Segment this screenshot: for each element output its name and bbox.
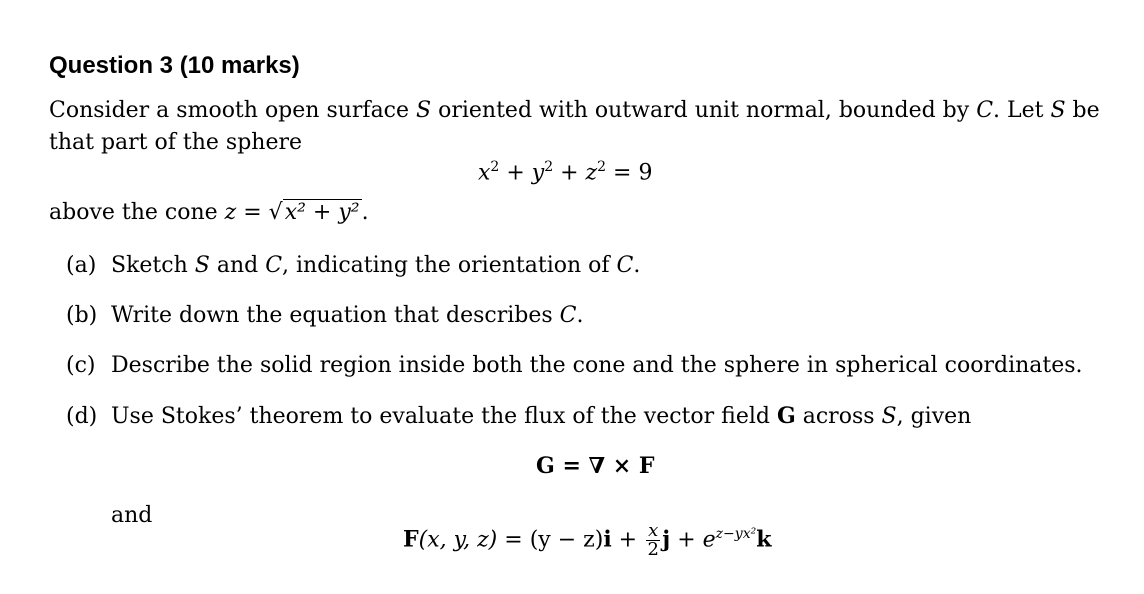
part-text: Sketch	[111, 253, 195, 278]
plus: +	[553, 160, 586, 186]
part-text: .	[576, 303, 584, 328]
surface-symbol: S	[881, 404, 897, 429]
part-text: and	[209, 253, 266, 278]
part-b	[66, 303, 584, 328]
cone-end: .	[361, 200, 369, 225]
eq-z: z	[585, 160, 598, 186]
intro-text-4: be that part of the sphere	[49, 98, 1100, 155]
curve-symbol: C	[616, 253, 634, 278]
part-label: (c)	[66, 353, 96, 378]
surface-symbol: S	[194, 253, 210, 278]
cone-line	[49, 200, 369, 225]
intro-text-3: . Let	[993, 98, 1051, 123]
plus: +	[499, 160, 532, 186]
equals: = 9	[606, 160, 653, 186]
part-label: (b)	[66, 303, 98, 328]
question-intro	[49, 95, 1109, 159]
fraction-numerator: x	[648, 520, 659, 541]
curve-symbol: C	[559, 303, 577, 328]
unit-j: j	[662, 526, 671, 553]
fraction-denominator: 2	[647, 539, 659, 560]
eq-x: x	[478, 160, 491, 186]
unit-k: k	[756, 526, 772, 553]
part-a	[66, 253, 640, 278]
cone-eq: = √	[236, 200, 283, 225]
F-symbol: F	[403, 526, 419, 553]
unit-i: i	[603, 526, 612, 553]
part-label: (d)	[66, 404, 98, 429]
vector-field-symbol: G	[776, 403, 796, 429]
F-args: (x, y, z)	[418, 527, 498, 553]
part-text: across	[795, 404, 882, 429]
surface-symbol-2: S	[1050, 98, 1066, 123]
part-text: .	[633, 253, 641, 278]
part-label: (a)	[66, 253, 97, 278]
and-text: and	[111, 503, 153, 528]
fraction	[646, 522, 660, 559]
F-term-1: = (y − z)	[497, 527, 604, 553]
exp: 2	[597, 159, 607, 175]
plus: +	[611, 527, 645, 553]
exp: 2	[544, 159, 554, 175]
intro-text-2: oriented with outward unit normal, bounded by	[431, 98, 977, 123]
part-c	[66, 353, 1083, 378]
eq-y: y	[531, 160, 545, 186]
cone-lhs: z	[224, 200, 237, 225]
exp-base: + e	[670, 527, 716, 553]
part-text: , indicating the orientation of	[282, 253, 617, 278]
exponent: z−yx²	[715, 526, 757, 543]
part-text: , given	[896, 404, 972, 429]
surface-symbol: S	[416, 98, 432, 123]
curve-symbol: C	[976, 98, 994, 123]
sphere-equation	[478, 159, 652, 185]
part-text: Use Stokes’ theorem to evaluate the flux of the vector field	[111, 404, 777, 429]
question-heading: Question 3 (10 marks)	[49, 52, 300, 79]
vector-field-equation	[403, 522, 771, 559]
exp: 2	[490, 159, 500, 175]
intro-text-1: Consider a smooth open surface	[49, 98, 417, 123]
part-text: Describe the solid region inside both the cone and the sphere in spherical coordinates.	[111, 353, 1083, 378]
cone-radicand: x² + y²	[284, 200, 360, 225]
part-text: Write down the equation that describes	[111, 303, 560, 328]
above-text: above the cone	[49, 200, 225, 225]
curl-equation: G = ∇ × F	[536, 453, 655, 479]
curve-symbol: C	[265, 253, 283, 278]
part-d	[66, 403, 971, 429]
